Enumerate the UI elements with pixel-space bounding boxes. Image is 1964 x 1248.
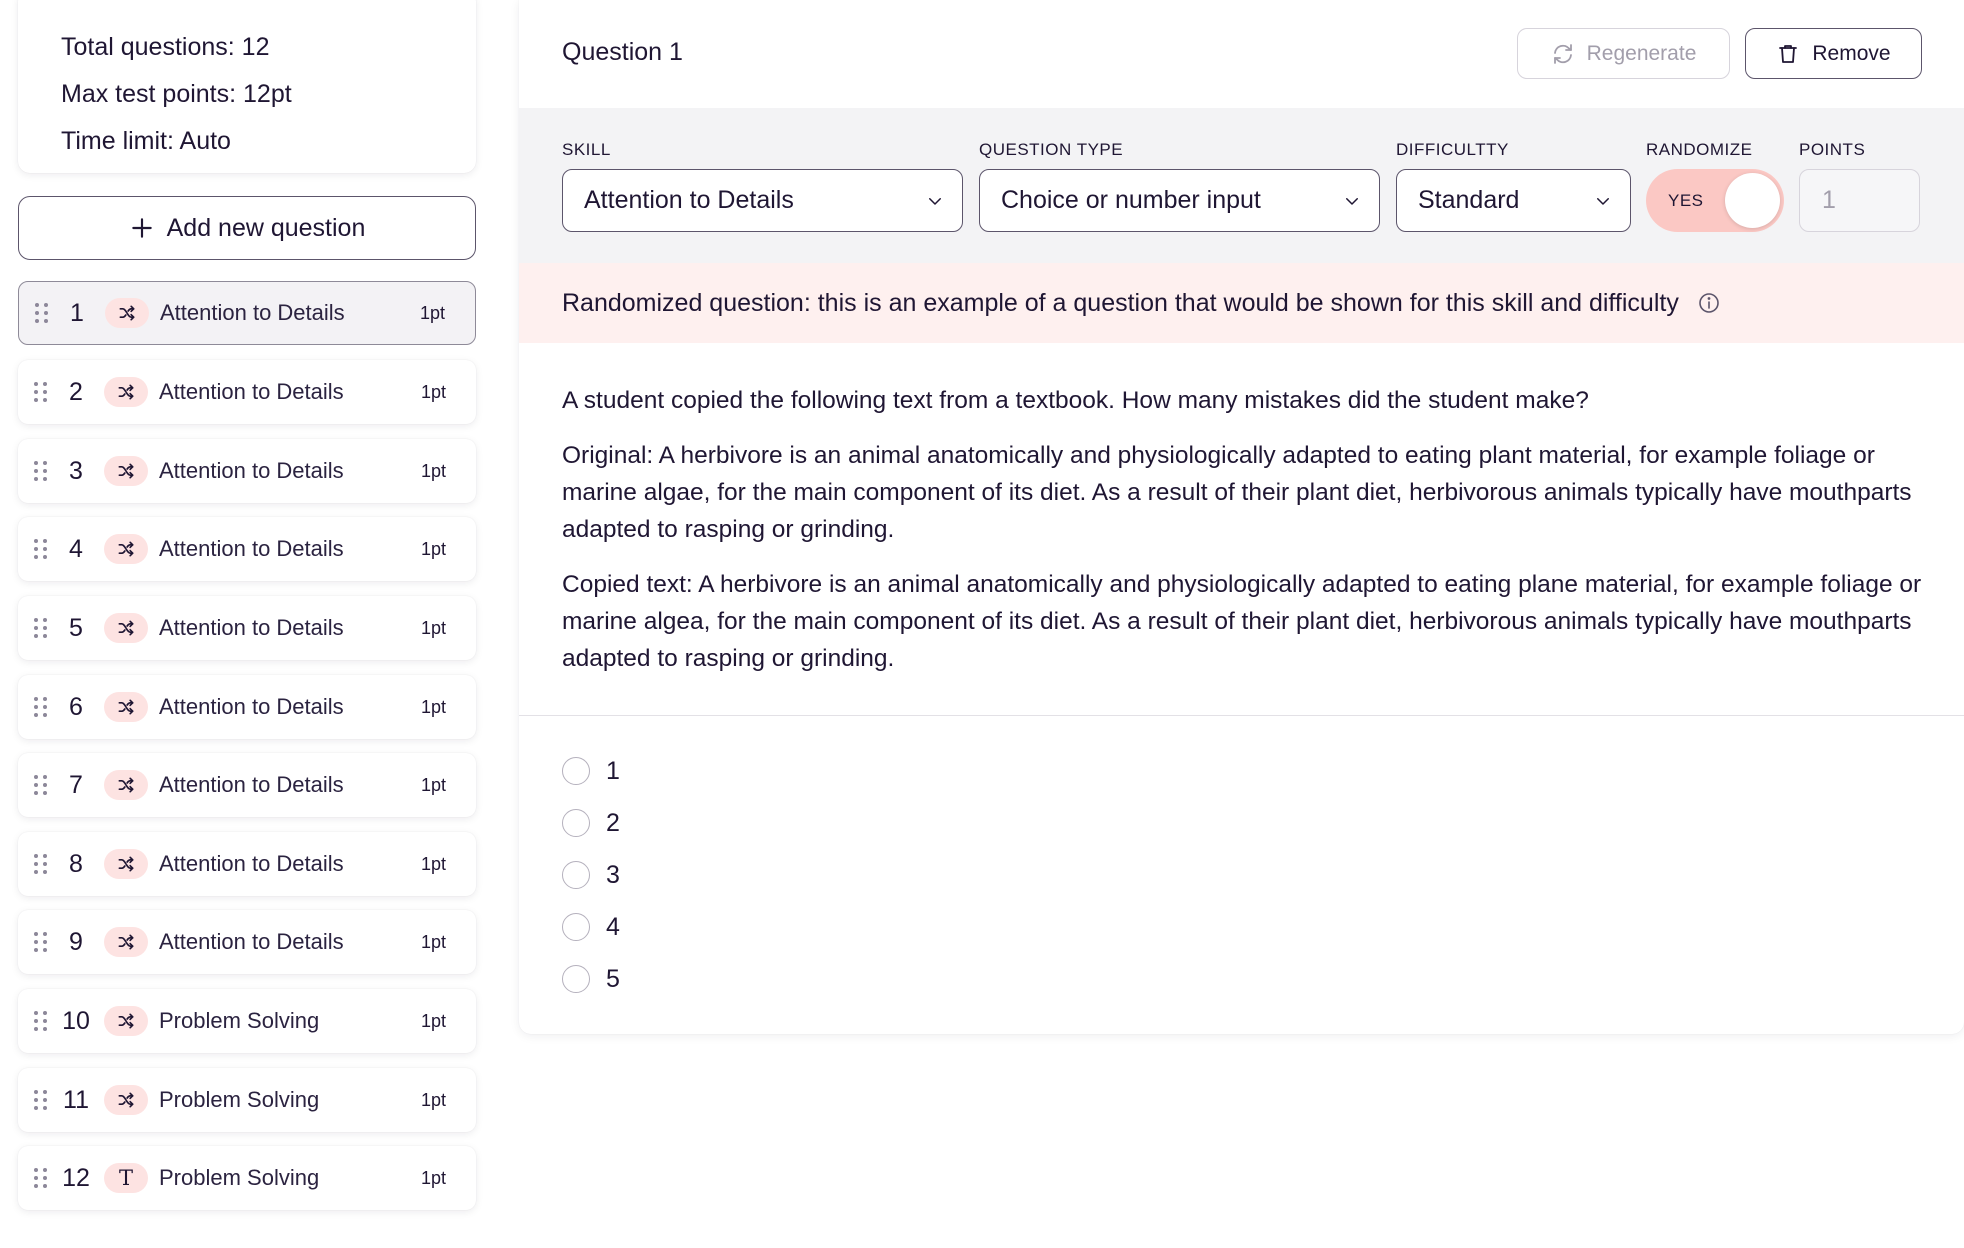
question-skill: Attention to Details <box>159 694 344 719</box>
question-list-item[interactable] <box>18 517 476 581</box>
time-limit: Time limit: Auto <box>61 127 231 155</box>
answer-option[interactable] <box>562 797 620 849</box>
drag-handle-icon[interactable] <box>34 461 48 481</box>
refresh-icon <box>1551 42 1575 66</box>
toggle-knob <box>1725 173 1780 228</box>
question-points: 1pt <box>420 1010 446 1031</box>
question-number: 7 <box>69 770 83 799</box>
question-list-item[interactable] <box>18 281 476 345</box>
question-skill: Problem Solving <box>159 1165 320 1190</box>
question-points: 1pt <box>420 853 446 874</box>
question-number: 6 <box>69 692 83 721</box>
question-settings <box>519 108 1964 263</box>
question-points: 1pt <box>420 696 446 717</box>
add-new-question-button[interactable] <box>18 196 476 260</box>
skill-select[interactable] <box>562 169 963 232</box>
question-body <box>562 382 1942 695</box>
question-number: 2 <box>69 377 83 406</box>
question-detail-panel <box>519 0 1964 1034</box>
question-type-select[interactable] <box>979 169 1380 232</box>
shuffle-icon <box>104 1085 148 1115</box>
shuffle-icon <box>104 692 148 722</box>
question-number: 4 <box>69 534 83 563</box>
max-test-points: Max test points: 12pt <box>61 80 292 108</box>
question-number: 3 <box>69 456 83 485</box>
chevron-down-icon <box>926 192 944 210</box>
points-input[interactable]: 1 <box>1799 169 1920 232</box>
question-list-item[interactable] <box>18 1146 476 1210</box>
drag-handle-icon[interactable] <box>34 932 48 952</box>
question-number: 10 <box>62 1006 90 1035</box>
drag-handle-icon[interactable] <box>34 775 48 795</box>
question-skill: Attention to Details <box>159 772 344 797</box>
difficulty-value: Standard <box>1418 186 1520 214</box>
question-list-item[interactable] <box>18 1068 476 1132</box>
option-label: 5 <box>606 964 620 993</box>
radio-button[interactable] <box>562 809 590 837</box>
radio-button[interactable] <box>562 861 590 889</box>
randomize-label: RANDOMIZE <box>1646 140 1753 159</box>
answer-option[interactable] <box>562 901 620 953</box>
chevron-down-icon <box>1343 192 1361 210</box>
question-number: 1 <box>70 298 84 327</box>
trash-icon <box>1776 42 1800 66</box>
text-icon <box>104 1163 148 1193</box>
randomize-value: YES <box>1668 191 1704 210</box>
text-type-glyph: T <box>118 1165 133 1190</box>
shuffle-icon <box>104 927 148 957</box>
question-points: 1pt <box>420 538 446 559</box>
answer-option[interactable] <box>562 745 620 797</box>
question-points: 1pt <box>420 1089 446 1110</box>
shuffle-icon <box>105 298 149 328</box>
question-skill: Problem Solving <box>159 1087 320 1112</box>
question-points: 1pt <box>420 931 446 952</box>
regenerate-button[interactable] <box>1517 28 1730 79</box>
chevron-down-icon <box>1594 192 1612 210</box>
radio-button[interactable] <box>562 757 590 785</box>
drag-handle-icon[interactable] <box>34 539 48 559</box>
question-skill: Attention to Details <box>159 379 344 404</box>
question-list-item[interactable] <box>18 753 476 817</box>
drag-handle-icon[interactable] <box>34 1168 48 1188</box>
shuffle-icon <box>104 456 148 486</box>
divider <box>519 715 1964 716</box>
option-label: 4 <box>606 912 620 941</box>
shuffle-icon <box>104 849 148 879</box>
drag-handle-icon[interactable] <box>34 697 48 717</box>
question-points: 1pt <box>420 1167 446 1188</box>
question-number: 9 <box>69 927 83 956</box>
notice-text: Randomized question: this is an example of a question that would be shown for this skill and difficulty <box>562 288 1679 317</box>
question-title: Question 1 <box>562 38 683 66</box>
original-text: Original: A herbivore is an animal anatomically and physiologically adapted to eating plant material, for example foliage or marine algae, for the main component of its diet. As a result of their plant diet, herbivorous animals typically have mouthparts adapted to rasping or grinding. <box>562 442 1912 543</box>
total-questions: Total questions: 12 <box>61 33 270 61</box>
skill-label: SKILL <box>562 140 611 159</box>
question-number: 8 <box>69 849 83 878</box>
question-number: 5 <box>69 613 83 642</box>
question-number: 11 <box>63 1085 89 1114</box>
answer-option[interactable] <box>562 953 620 1005</box>
question-list-item[interactable] <box>18 360 476 424</box>
plus-icon <box>129 215 155 241</box>
drag-handle-icon[interactable] <box>34 618 48 638</box>
question-points: 1pt <box>420 617 446 638</box>
randomized-notice <box>519 263 1964 343</box>
skill-value: Attention to Details <box>584 186 794 214</box>
shuffle-icon <box>104 770 148 800</box>
remove-label: Remove <box>1812 41 1891 65</box>
drag-handle-icon[interactable] <box>34 1090 48 1110</box>
question-list-item[interactable] <box>18 989 476 1053</box>
question-points: 1pt <box>420 381 446 402</box>
shuffle-icon <box>104 377 148 407</box>
question-number: 12 <box>62 1163 90 1192</box>
question-skill: Attention to Details <box>159 615 344 640</box>
copied-text: Copied text: A herbivore is an animal anatomically and physiologically adapted to eating plane material, for example foliage or marine algea, for the main component of its diet. As a result of their plant diet, herbivorous animals typically have mouthparts adapted to rasping or grinding. <box>562 571 1922 672</box>
question-skill: Attention to Details <box>159 851 344 876</box>
remove-button[interactable] <box>1745 28 1922 79</box>
question-points: 1pt <box>420 460 446 481</box>
question-type-value: Choice or number input <box>1001 186 1261 214</box>
question-skill: Attention to Details <box>160 300 345 325</box>
points-label: POINTS <box>1799 140 1866 159</box>
question-prompt: A student copied the following text from a textbook. How many mistakes did the student make? <box>562 387 1589 414</box>
question-list-item[interactable] <box>18 675 476 739</box>
answer-options <box>562 745 620 1005</box>
shuffle-icon <box>104 534 148 564</box>
option-label: 2 <box>606 808 620 837</box>
drag-handle-icon[interactable] <box>34 1011 48 1031</box>
answer-option[interactable] <box>562 849 620 901</box>
question-list-item[interactable] <box>18 910 476 974</box>
question-list-item[interactable] <box>18 439 476 503</box>
shuffle-icon <box>104 613 148 643</box>
radio-button[interactable] <box>562 965 590 993</box>
option-label: 1 <box>606 756 620 785</box>
regenerate-label: Regenerate <box>1586 41 1697 65</box>
question-skill: Attention to Details <box>159 458 344 483</box>
question-skill: Attention to Details <box>159 929 344 954</box>
difficulty-label: DIFFICULTTY <box>1396 140 1509 159</box>
info-icon[interactable] <box>1697 291 1721 315</box>
question-list-item[interactable] <box>18 832 476 896</box>
drag-handle-icon[interactable] <box>34 854 48 874</box>
question-skill: Problem Solving <box>159 1008 320 1033</box>
option-label: 3 <box>606 860 620 889</box>
difficulty-select[interactable] <box>1396 169 1631 232</box>
add-new-question-label: Add new question <box>166 213 366 242</box>
question-type-label: QUESTION TYPE <box>979 140 1124 159</box>
shuffle-icon <box>104 1006 148 1036</box>
question-skill: Attention to Details <box>159 536 344 561</box>
question-points: 1pt <box>419 302 445 323</box>
drag-handle-icon[interactable] <box>35 303 49 323</box>
question-header <box>519 0 1964 108</box>
question-list-item[interactable] <box>18 596 476 660</box>
radio-button[interactable] <box>562 913 590 941</box>
randomize-toggle[interactable] <box>1646 169 1784 232</box>
test-summary-card <box>18 0 476 173</box>
question-points: 1pt <box>420 774 446 795</box>
drag-handle-icon[interactable] <box>34 382 48 402</box>
